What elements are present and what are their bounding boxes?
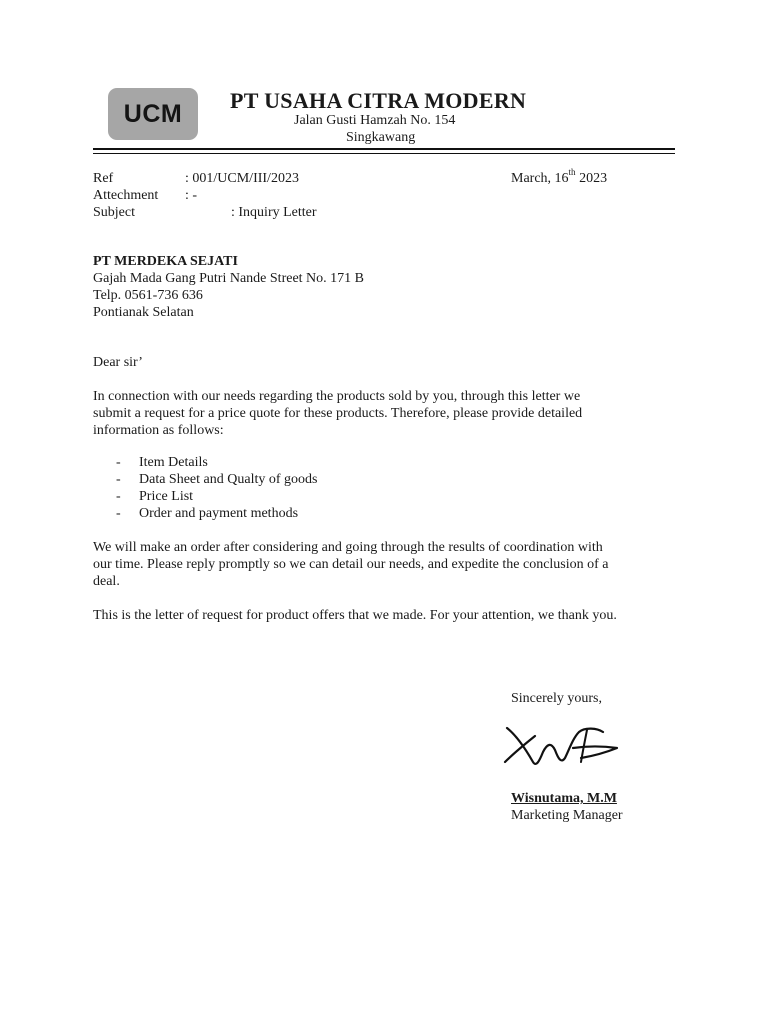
date-suffix: th — [568, 167, 576, 178]
bullet-marker: - — [116, 506, 121, 521]
ref-label: Ref — [93, 171, 114, 186]
header-rule-thick — [93, 148, 675, 150]
paragraph-2-line-3: deal. — [93, 574, 120, 589]
subject-value: : Inquiry Letter — [231, 205, 317, 220]
recipient-city: Pontianak Selatan — [93, 305, 194, 320]
salutation: Dear sir’ — [93, 355, 143, 370]
signer-title: Marketing Manager — [511, 808, 623, 823]
list-item: Data Sheet and Qualty of goods — [139, 472, 318, 487]
date-day: March, 16 — [511, 171, 569, 186]
attachment-value: : - — [185, 188, 198, 203]
logo-text: UCM — [123, 99, 183, 128]
subject-label: Subject — [93, 205, 135, 220]
paragraph-2-line-2: our time. Please reply promptly so we can detail our needs, and expedite the conclusion of a — [93, 557, 609, 572]
header-rule-thin — [93, 153, 675, 154]
bullet-marker: - — [116, 455, 121, 470]
paragraph-1-line-2: submit a request for a price quote for these products. Therefore, please provide detailed — [93, 406, 583, 421]
date-year: 2023 — [575, 171, 608, 186]
recipient-name: PT MERDEKA SEJATI — [93, 254, 238, 269]
paragraph-1-line-1: In connection with our needs regarding the products sold by you, through this letter we — [93, 389, 581, 404]
paragraph-2-line-1: We will make an order after considering and going through the results of coordination with — [93, 540, 603, 555]
recipient-phone: Telp. 0561-736 636 — [93, 288, 203, 303]
list-item: Price List — [139, 489, 194, 504]
valediction: Sincerely yours, — [511, 691, 602, 706]
letter-date — [511, 167, 608, 187]
signer-name: Wisnutama, M.M — [511, 791, 617, 806]
bullet-marker: - — [116, 472, 121, 487]
company-address-line2: Singkawang — [346, 130, 416, 145]
paragraph-3: This is the letter of request for product offers that we made. For your attention, we thank you. — [93, 608, 617, 623]
company-address-line1: Jalan Gusti Hamzah No. 154 — [294, 113, 456, 128]
paragraph-1-line-3: information as follows: — [93, 423, 224, 438]
list-item: Order and payment methods — [139, 506, 299, 521]
attachment-label: Attechment — [93, 188, 159, 203]
ref-value: : 001/UCM/III/2023 — [185, 171, 299, 186]
bullet-marker: - — [116, 489, 121, 504]
company-name: PT USAHA CITRA MODERN — [230, 88, 527, 113]
recipient-street: Gajah Mada Gang Putri Nande Street No. 171 B — [93, 271, 364, 286]
list-item: Item Details — [139, 455, 208, 470]
company-logo — [108, 88, 198, 140]
handwritten-signature — [503, 722, 621, 770]
